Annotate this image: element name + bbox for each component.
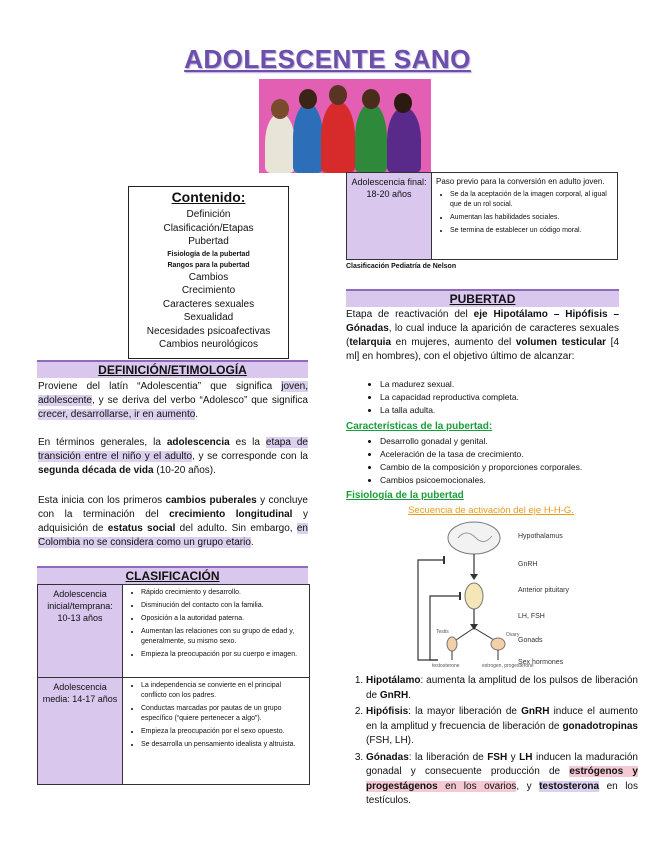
physiology-title: Fisiología de la pubertad bbox=[346, 490, 464, 501]
list-item: • Empieza la preocupación por el sexo opuesto. bbox=[141, 727, 305, 737]
contents-item: Caracteres sexuales bbox=[162, 298, 255, 310]
stage-label: Adolescencia final: 18-20 años bbox=[347, 173, 432, 260]
node-label-testis: Testis bbox=[436, 629, 449, 635]
definition-paragraph-3: Esta inicia con los primeros cambios puberales y concluye con la terminación del crecimiento longitudinal y adquisición de estatus social del adulto. Sin embargo, en Colombia no se considera como un grupo etario. bbox=[38, 495, 308, 548]
contents-item: Crecimiento bbox=[181, 285, 236, 296]
contents-item: Definición bbox=[186, 209, 231, 220]
teen-group-photo bbox=[259, 79, 431, 173]
puberty-features bbox=[346, 435, 655, 487]
contents-item: Cambios neurológicos bbox=[159, 339, 258, 350]
list-item: • La capacidad reproductiva completa. bbox=[380, 391, 640, 404]
contents-box bbox=[128, 186, 289, 359]
stage-intro: Paso previo para la conversión en adulto joven. bbox=[436, 177, 605, 186]
testis-shape bbox=[447, 637, 457, 651]
list-item: • La talla adulta. bbox=[380, 404, 640, 417]
hpg-steps bbox=[346, 674, 638, 811]
ovary-shape bbox=[491, 638, 505, 650]
definition-header: DEFINICIÓN/ETIMOLOGÍA bbox=[37, 360, 308, 378]
list-item: • Se desarrolla un pensamiento idealista y altruista. bbox=[141, 740, 305, 750]
hormone-label-testosterone: testosterone bbox=[432, 663, 460, 669]
table-row bbox=[347, 173, 618, 260]
stage-traits bbox=[432, 173, 618, 260]
puberty-goals bbox=[346, 378, 640, 417]
stage-traits bbox=[123, 678, 310, 785]
list-item: • Se da la aceptación de la imagen corporal, al igual que de un rol social. bbox=[450, 190, 613, 210]
diagram-label-gonads: Gonads bbox=[518, 637, 543, 644]
list-item: 1. Hipotálamo: aumenta la amplitud de los pulsos de liberación de GnRH. bbox=[366, 674, 638, 703]
list-item: • Conductas marcadas por pautas de un grupo específico (“quiere pertenecer a algo”). bbox=[141, 704, 305, 724]
puberty-intro: Etapa de reactivación del eje Hipotálamo – Hipófisis – Gónadas, lo cual induce la aparición de caracteres sexuales (telarquia en mujeres, aumento del volumen testicular [4 ml] en hombres), con el objetivo último de alcanzar: bbox=[346, 309, 620, 362]
definition-paragraph-1: Proviene del latín “Adolescentia” que significa joven, adolescente, y se deriva del verbo “Adolesco” que significa crecer, desarrollarse, ir en aumento. bbox=[38, 381, 308, 420]
list-item: • Oposición a la autoridad paterna. bbox=[141, 614, 305, 624]
pituitary-shape bbox=[465, 583, 483, 609]
contents-item: Sexualidad bbox=[183, 312, 234, 323]
list-item: • Empieza la preocupación por su cuerpo e imagen. bbox=[141, 650, 305, 660]
list-item: • Desarrollo gonadal y genital. bbox=[380, 435, 655, 448]
table-row bbox=[38, 678, 310, 785]
node-label-ovary: Ovary bbox=[506, 632, 520, 638]
list-item: • Aumentan las relaciones con su grupo de edad y, generalmente, su mismo sexo. bbox=[141, 627, 305, 647]
list-item: • Cambio de la composición y proporciones corporales. bbox=[380, 461, 655, 474]
list-item: • Aumentan las habilidades sociales. bbox=[450, 213, 613, 223]
hpg-axis-svg bbox=[408, 520, 628, 670]
classification-header: CLASIFICACIÓN bbox=[37, 566, 308, 584]
contents-item: Rangos para la pubertad bbox=[167, 261, 250, 269]
diagram-label-pituitary: Anterior pituitary bbox=[518, 587, 569, 594]
feedback-arrow-pituitary bbox=[430, 596, 460, 660]
definition-paragraph-2: En términos generales, la adolescencia es la etapa de transición entre el niño y el adulto, y se corresponde con la segunda década de vida (10-20 años). bbox=[38, 437, 308, 476]
classification-table-final bbox=[346, 172, 618, 260]
diagram-label-lh-fsh: LH, FSH bbox=[518, 613, 545, 620]
features-title: Características de la pubertad: bbox=[346, 421, 493, 432]
diagram-label-sex-hormones: Sex hormones bbox=[518, 659, 564, 666]
stage-label: Adolescencia inicial/temprana: 10-13 años bbox=[38, 585, 123, 678]
stage-traits bbox=[123, 585, 310, 678]
contents-item: Fisiología de la pubertad bbox=[167, 250, 250, 258]
sequence-title: Secuencia de activación del eje H-H-G. bbox=[408, 505, 574, 516]
contents-heading: Contenido: bbox=[171, 189, 246, 205]
classification-caption: Clasificación Pediatría de Nelson bbox=[346, 263, 457, 270]
hpg-axis-diagram bbox=[408, 520, 628, 670]
list-item: • Rápido crecimiento y desarrollo. bbox=[141, 588, 305, 598]
hypothalamus-shape bbox=[448, 522, 500, 554]
hormone-label-estrogen: estrogen, progesterone bbox=[482, 663, 534, 669]
table-row bbox=[38, 585, 310, 678]
list-item: • Se termina de establecer un código moral. bbox=[450, 226, 613, 236]
feedback-arrow-hypothalamus bbox=[418, 560, 444, 660]
list-item: • La independencia se convierte en el principal conflicto con los padres. bbox=[141, 681, 305, 701]
list-item: • Cambios psicoemocionales. bbox=[380, 474, 655, 487]
list-item: 2. Hipófisis: la mayor liberación de GnRH induce el aumento en la amplitud y frecuencia de liberación de gonadotropinas (FSH, LH). bbox=[366, 705, 638, 749]
diagram-label-hypothalamus: Hypothalamus bbox=[518, 533, 563, 540]
page-title: ADOLESCENTE SANO bbox=[184, 44, 471, 74]
stage-label: Adolescencia media: 14-17 años bbox=[38, 678, 123, 785]
list-item: • Disminución del contacto con la familia. bbox=[141, 601, 305, 611]
list-item: • La madurez sexual. bbox=[380, 378, 640, 391]
contents-item: Clasificación/Etapas bbox=[163, 222, 254, 234]
classification-table bbox=[37, 584, 310, 785]
list-item: 3. Gónadas: la liberación de FSH y LH inducen la maduración gonadal y consecuente producción de estrógenos y progestágenos en los ovarios, y testosterona en los testículos. bbox=[366, 751, 638, 809]
diagram-label-gnrh: GnRH bbox=[518, 561, 538, 568]
contents-item: Cambios bbox=[188, 271, 229, 283]
list-item: • Aceleración de la tasa de crecimiento. bbox=[380, 448, 655, 461]
contents-item: Necesidades psicoafectivas bbox=[146, 325, 271, 337]
puberty-header: PUBERTAD bbox=[346, 289, 619, 307]
contents-item: Pubertad bbox=[188, 236, 229, 247]
